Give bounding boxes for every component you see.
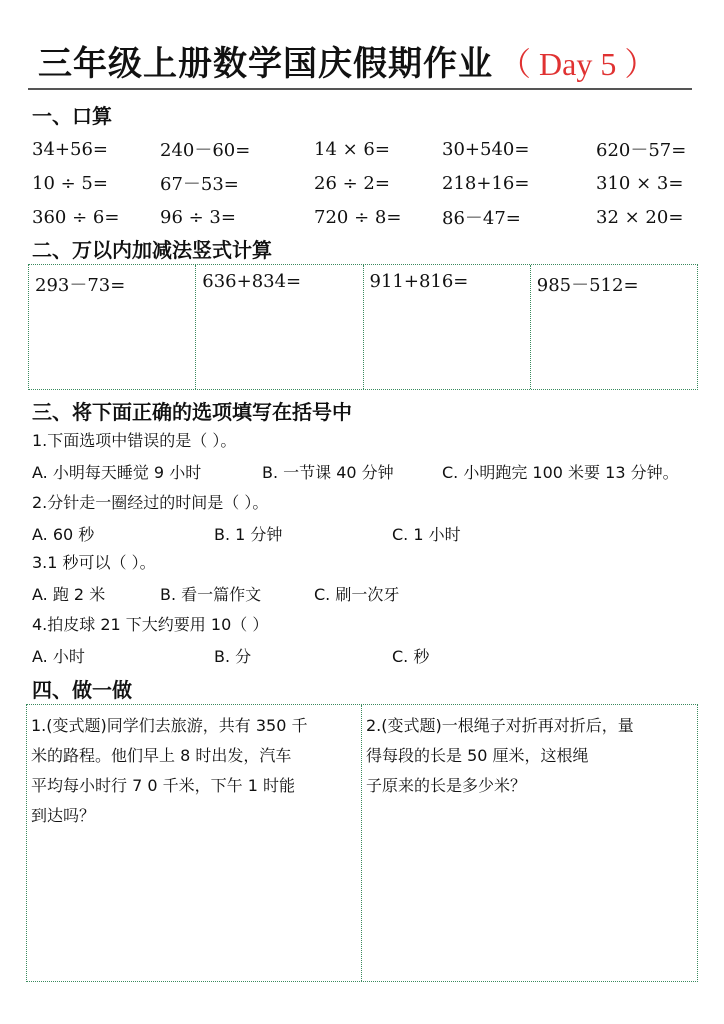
question-2-stem: 2.分针走一圈经过的时间是（ ）。 [32,493,269,512]
q1-option-c: C. 小明跑完 100 米要 13 分钟。 [442,463,679,482]
page-title [38,36,678,90]
word-problem-box [26,704,698,982]
calc-item: 240－60= [160,140,251,161]
word-problem-1 [27,705,362,981]
vertical-calc-cell: 985－512= [536,275,639,296]
word-problem-2 [362,705,697,981]
title-day: （ Day 5 ） [499,46,657,82]
section2-heading: 二、万以内加减法竖式计算 [32,238,272,262]
calc-row [32,132,702,166]
question-4-stem: 4.拍皮球 21 下大约要用 10（ ） [32,615,269,634]
problem-line: 平均每小时行 7 0 千米，下午 1 时能 [31,776,295,795]
title-main: 三年级上册数学国庆假期作业 [38,44,493,84]
problem-line: 1.(变式题)同学们去旅游，共有 350 千 [31,716,308,735]
section3-heading: 三、将下面正确的选项填写在括号中 [32,400,352,424]
calc-item: 26 ÷ 2= [314,172,390,194]
q4-option-c: C. 秒 [392,647,430,666]
q1-option-a: A. 小明每天睡觉 9 小时 [32,463,202,482]
calc-item: 30+540= [442,138,530,160]
q1-option-b: B. 一节课 40 分钟 [262,463,394,482]
mental-math-grid [32,132,702,234]
q3-option-b: B. 看一篇作文 [160,585,262,604]
problem-line: 子原来的长是多少米？ [366,776,527,795]
vertical-calc-cell: 293－73= [29,265,196,389]
calc-item: 67－53= [160,174,239,195]
calc-row [32,166,702,200]
q4-option-a: A. 小时 [32,647,85,666]
q3-option-c: C. 刷一次牙 [314,585,400,604]
calc-item: 34+56= [32,138,108,160]
calc-item: 720 ÷ 8= [314,206,402,228]
calc-item: 218+16= [442,172,530,194]
calc-item: 360 ÷ 6= [32,206,120,228]
question-3-stem: 3.1 秒可以（ ）。 [32,553,156,572]
calc-row [32,200,702,234]
q2-option-b: B. 1 分钟 [214,525,283,544]
calc-item: 14 × 6= [314,138,390,160]
q2-option-a: A. 60 秒 [32,525,95,544]
q4-option-b: B. 分 [214,647,252,666]
calc-item: 620－57= [596,140,687,161]
q2-option-c: C. 1 小时 [392,525,461,544]
vertical-calc-box [28,264,698,390]
calc-item: 96 ÷ 3= [160,206,236,228]
problem-line: 得每段的长是 50 厘米，这根绳 [366,746,589,765]
section1-heading: 一、口算 [32,104,112,128]
section4-heading: 四、做一做 [32,678,132,702]
vertical-calc-cell: 636+834= [196,265,363,389]
vertical-calc-cell: 911+816= [364,265,531,389]
calc-item: 32 × 20= [596,206,684,228]
calc-item: 86－47= [442,208,521,229]
q3-option-a: A. 跑 2 米 [32,585,106,604]
calc-item: 10 ÷ 5= [32,172,108,194]
problem-line: 2.(变式题)一根绳子对折再对折后，量 [366,716,634,735]
title-divider [28,88,692,90]
problem-line: 米的路程。他们早上 8 时出发，汽车 [31,746,292,765]
question-1-stem: 1.下面选项中错误的是（ ）。 [32,431,237,450]
calc-item: 310 × 3= [596,172,684,194]
problem-line: 到达吗？ [31,806,96,825]
